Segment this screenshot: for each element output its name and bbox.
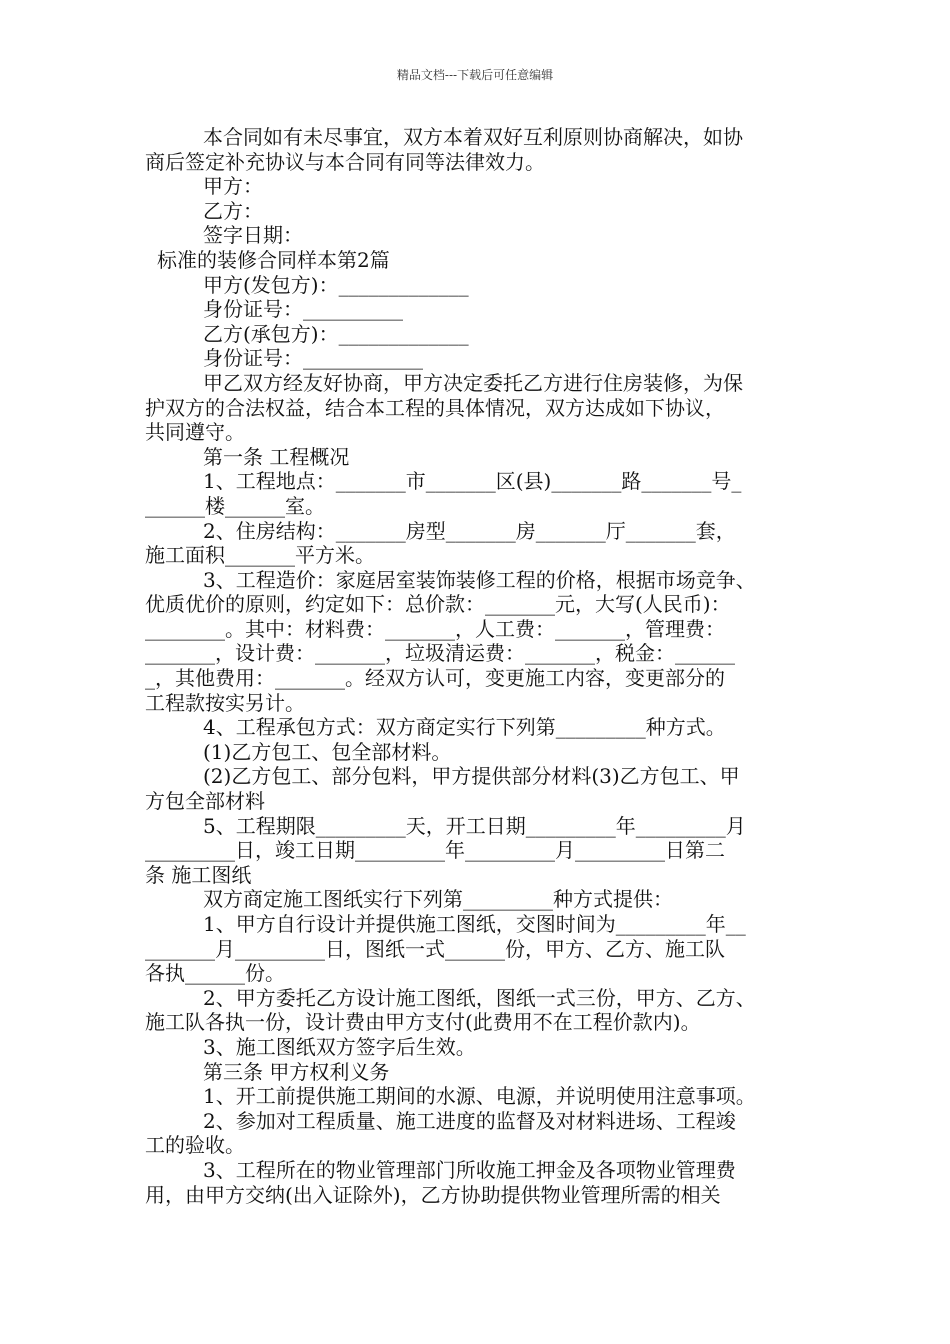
text-line: _________日，竣工日期_________年_________月_________日第二 <box>145 838 725 863</box>
text-line: ________。其中：材料费：_______，人工费：_______，管理费： <box>145 616 725 641</box>
text-line: (1)乙方包工、包全部材料。 <box>203 739 452 764</box>
text-line: 甲方(发包方)：_____________ <box>203 272 469 297</box>
text-line: 优质优价的原则，约定如下：总价款：_______元，大写(人民币)： <box>145 592 731 617</box>
text-line: 2、住房结构：_______房型_______房_______厅_______套， <box>203 518 736 543</box>
text-line: 商后签定补充协议与本合同有同等法律效力。 <box>145 149 545 174</box>
text-line: _______，设计费：_______，垃圾清运费：_______，税金：______ <box>145 641 735 666</box>
text-line: 签字日期： <box>203 223 303 248</box>
document-body <box>145 125 815 1207</box>
text-line: (2)乙方包工、部分包料，甲方提供部分材料(3)乙方包工、甲 <box>203 764 740 789</box>
text-line: 4、工程承包方式：双方商定实行下列第_________种方式。 <box>203 715 726 740</box>
text-line: 甲方： <box>203 174 263 199</box>
text-line: 条 施工图纸 <box>145 862 252 887</box>
text-line: 甲乙双方经友好协商，甲方决定委托乙方进行住房装修，为保 <box>203 370 743 395</box>
text-line: 3、施工图纸双方签字后生效。 <box>203 1034 476 1059</box>
text-line: 乙方： <box>203 198 263 223</box>
text-line: 双方商定施工图纸实行下列第_________种方式提供： <box>203 887 673 912</box>
text-line: ______楼______室。 <box>145 493 325 518</box>
text-line: _______月_________日，图纸一式______份，甲方、乙方、施工队 <box>145 936 725 961</box>
text-line: 3、工程造价：家庭居室装饰装修工程的价格，根据市场竞争、 <box>203 567 756 592</box>
text-line: 1、甲方自行设计并提供施工图纸，交图时间为_________年__ <box>203 912 746 936</box>
page-header: 精品文档---下载后可任意编辑 <box>396 68 554 82</box>
section-title: 标准的装修合同样本第2篇 <box>157 247 390 272</box>
text-line: 工的验收。 <box>145 1133 245 1158</box>
text-line: 身份证号：____________ <box>203 346 423 371</box>
text-line: 施工面积_______平方米。 <box>145 543 375 568</box>
text-line: 本合同如有未尽事宜，双方本着双好互利原则协商解决，如协 <box>203 125 743 149</box>
text-line: 护双方的合法权益，结合本工程的具体情况，双方达成如下协议， <box>145 395 725 420</box>
text-line: 5、工程期限_________天，开工日期_________年_________月 <box>203 813 746 838</box>
text-line: 共同遵守。 <box>145 420 245 445</box>
text-line: 各执______份。 <box>145 961 285 986</box>
text-line: 3、工程所在的物业管理部门所收施工押金及各项物业管理费 <box>203 1157 736 1182</box>
text-line: 工程款按实另计。 <box>145 690 305 715</box>
article-heading: 第三条 甲方权利义务 <box>203 1059 390 1084</box>
text-line: 1、开工前提供施工期间的水源、电源，并说明使用注意事项。 <box>203 1084 756 1109</box>
text-line: 方包全部材料 <box>145 789 265 814</box>
text-line: 用，由甲方交纳(出入证除外)，乙方协助提供物业管理所需的相关 <box>145 1182 721 1207</box>
text-line: _，其他费用：_______。经双方认可，变更施工内容，变更部分的 <box>145 666 725 691</box>
text-line: 2、参加对工程质量、施工进度的监督及对材料进场、工程竣 <box>203 1108 736 1133</box>
article-heading: 第一条 工程概况 <box>203 444 350 469</box>
text-line: 1、工程地点：_______市_______区(县)_______路_______号_ <box>203 469 742 494</box>
text-line: 施工队各执一份，设计费由甲方支付(此费用不在工程价款内)。 <box>145 1010 701 1035</box>
text-line: 身份证号：__________ <box>203 297 403 322</box>
text-line: 2、甲方委托乙方设计施工图纸，图纸一式三份，甲方、乙方、 <box>203 985 756 1010</box>
text-line: 乙方(承包方)：_____________ <box>203 321 469 346</box>
